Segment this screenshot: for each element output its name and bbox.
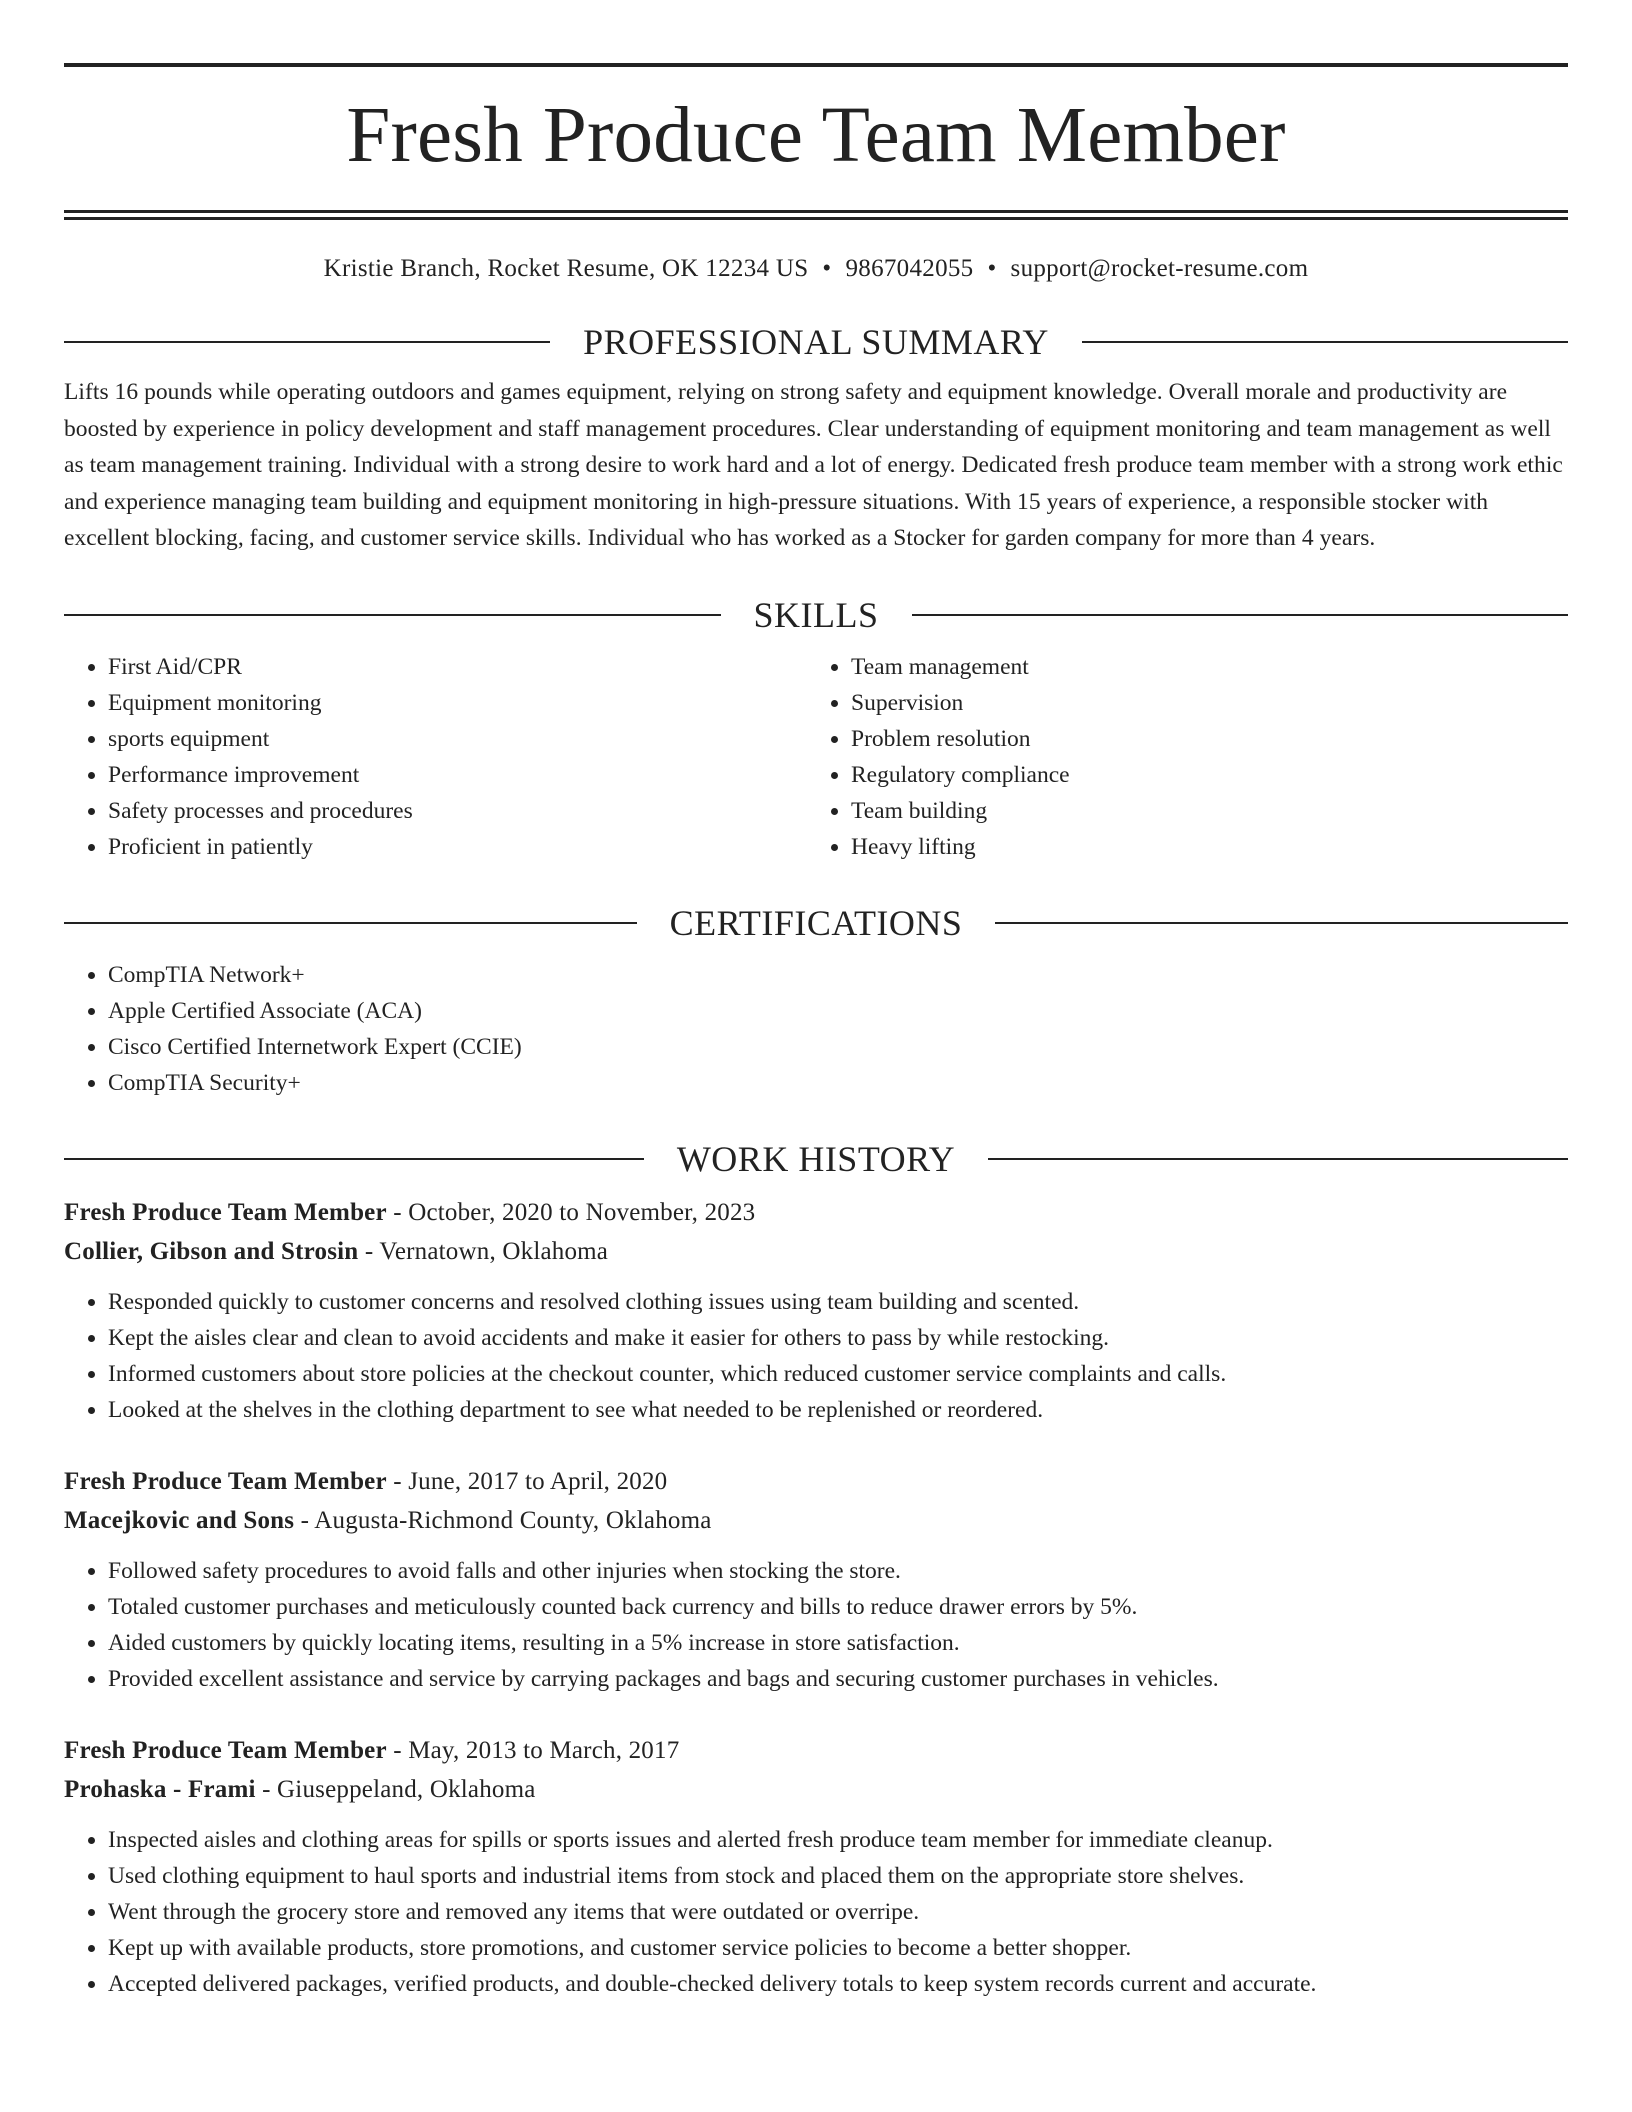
job-location: - Augusta-Richmond County, Oklahoma [294, 1506, 712, 1534]
job-title-line [64, 1193, 1568, 1232]
contact-separator: • [987, 255, 997, 282]
heading-rule-left [64, 341, 550, 343]
summary-heading-label: PROFESSIONAL SUMMARY [583, 322, 1049, 362]
job-duty-item: • Used clothing equipment to haul sports and industrial items from stock and placed them on the appropriate store shelves. [108, 1858, 1568, 1894]
job-duty-item: • Provided excellent assistance and service by carrying packages and bags and securing customer purchases in vehicles. [108, 1661, 1568, 1697]
work-heading-label: WORK HISTORY [676, 1138, 956, 1179]
heading-rule-right [912, 614, 1569, 616]
certification-item: • Apple Certified Associate (ACA) [108, 993, 1568, 1029]
heading-rule-right [1082, 341, 1568, 343]
skill-item: • Supervision [851, 685, 1550, 721]
certification-item: • CompTIA Security+ [108, 1065, 1568, 1101]
job-company-line [64, 1770, 1568, 1809]
job-duty-item: • Kept the aisles clear and clean to avoid accidents and make it easier for others to pass by while restocking. [108, 1320, 1568, 1356]
job-duty-item: • Informed customers about store policies at the checkout counter, which reduced customer service complaints and calls. [108, 1356, 1568, 1392]
contact-separator: • [822, 255, 832, 282]
skill-item: • Proficient in patiently [108, 829, 807, 865]
job-duty-item: • Looked at the shelves in the clothing department to see what needed to be replenished or reordered. [108, 1392, 1568, 1428]
job-company-line [64, 1232, 1568, 1271]
skill-item: • Team management [851, 649, 1550, 685]
skills-heading-label: SKILLS [753, 594, 879, 635]
job-dates: - May, 2013 to March, 2017 [386, 1736, 680, 1764]
contact-phone: 9867042055 [845, 255, 974, 282]
skill-item: • Performance improvement [108, 757, 807, 793]
certifications-heading-label: CERTIFICATIONS [669, 902, 963, 943]
job-entry [64, 1731, 1568, 2002]
summary-text: Lifts 16 pounds while operating outdoors and games equipment, relying on strong safety and equipment knowledge. Overall morale and productivity are boosted by experience in policy development and staff management procedures. Clear understanding of equipment monitoring and team management as well as team management training. Individual with a strong desire to work hard and a lot of energy. Dedicated fresh produce team member with a strong work ethic and experience managing team building and equipment monitoring in high-pressure situations. With 15 years of experience, a responsible stocker with excellent blocking, facing, and customer service skills. Individual who has worked as a Stocker for garden company for more than 4 years. [64, 379, 1563, 551]
job-title-line [64, 1731, 1568, 1770]
job-location: - Vernatown, Oklahoma [358, 1237, 609, 1265]
summary-section-heading [64, 322, 1568, 362]
heading-rule-left [64, 1158, 644, 1160]
job-duty-item: • Inspected aisles and clothing areas for spills or sports issues and alerted fresh produce team member for immediate cleanup. [108, 1822, 1568, 1858]
certifications-list [64, 957, 1568, 1101]
contact-email: support@rocket-resume.com [1010, 255, 1309, 282]
job-role: Fresh Produce Team Member [64, 1467, 387, 1495]
title-double-rule [64, 210, 1568, 220]
job-company: Macejkovic and Sons [64, 1506, 295, 1534]
job-duty-item: • Accepted delivered packages, verified products, and double-checked delivery totals to keep system records current and accurate. [108, 1966, 1568, 2002]
job-role: Fresh Produce Team Member [64, 1198, 387, 1226]
job-duty-item: • Followed safety procedures to avoid falls and other injuries when stocking the store. [108, 1553, 1568, 1589]
job-entry [64, 1462, 1568, 1697]
skill-item: • Safety processes and procedures [108, 793, 807, 829]
job-location: - Giuseppeland, Oklahoma [255, 1775, 536, 1803]
job-title-line [64, 1462, 1568, 1501]
skill-item: • sports equipment [108, 721, 807, 757]
skill-item: • First Aid/CPR [108, 649, 807, 685]
job-duty-item: • Totaled customer purchases and meticulously counted back currency and bills to reduce drawer errors by 5%. [108, 1589, 1568, 1625]
job-company-line [64, 1501, 1568, 1540]
certification-item: • CompTIA Network+ [108, 957, 1568, 993]
job-entry [64, 1193, 1568, 1428]
contact-line [64, 254, 1568, 284]
skill-item: • Regulatory compliance [851, 757, 1550, 793]
work-history-list [64, 1193, 1568, 2002]
job-dates: - October, 2020 to November, 2023 [386, 1198, 756, 1226]
job-duty-item: • Aided customers by quickly locating items, resulting in a 5% increase in store satisfaction. [108, 1625, 1568, 1661]
job-duty-item: • Kept up with available products, store promotions, and customer service policies to become a better shopper. [108, 1930, 1568, 1966]
job-duty-item: • Went through the grocery store and removed any items that were outdated or overripe. [108, 1894, 1568, 1930]
job-company: Prohaska - Frami [64, 1775, 256, 1803]
skill-item: • Heavy lifting [851, 829, 1550, 865]
certification-item: • Cisco Certified Internetwork Expert (CCIE) [108, 1029, 1568, 1065]
skill-item: • Problem resolution [851, 721, 1550, 757]
job-duties [64, 1284, 1568, 1428]
job-duties [64, 1822, 1568, 2002]
skills-column-left [64, 649, 807, 865]
work-section-heading [64, 1139, 1568, 1179]
certifications-section-heading [64, 903, 1568, 943]
heading-rule-right [988, 1158, 1568, 1160]
heading-rule-left [64, 922, 637, 924]
job-dates: - June, 2017 to April, 2020 [386, 1467, 668, 1495]
heading-rule-right [995, 922, 1568, 924]
contact-address: Kristie Branch, Rocket Resume, OK 12234 US [323, 255, 809, 282]
job-company: Collier, Gibson and Strosin [64, 1237, 359, 1265]
skills-section-heading [64, 595, 1568, 635]
skill-item: • Equipment monitoring [108, 685, 807, 721]
job-duties [64, 1553, 1568, 1697]
resume-title: Fresh Produce Team Member [346, 92, 1286, 179]
job-duty-item: • Responded quickly to customer concerns and resolved clothing issues using team building and scented. [108, 1284, 1568, 1320]
skills-list [64, 649, 1568, 865]
skills-column-right [807, 649, 1550, 865]
job-role: Fresh Produce Team Member [64, 1736, 387, 1764]
top-rule [64, 63, 1568, 67]
skill-item: • Team building [851, 793, 1550, 829]
heading-rule-left [64, 614, 721, 616]
